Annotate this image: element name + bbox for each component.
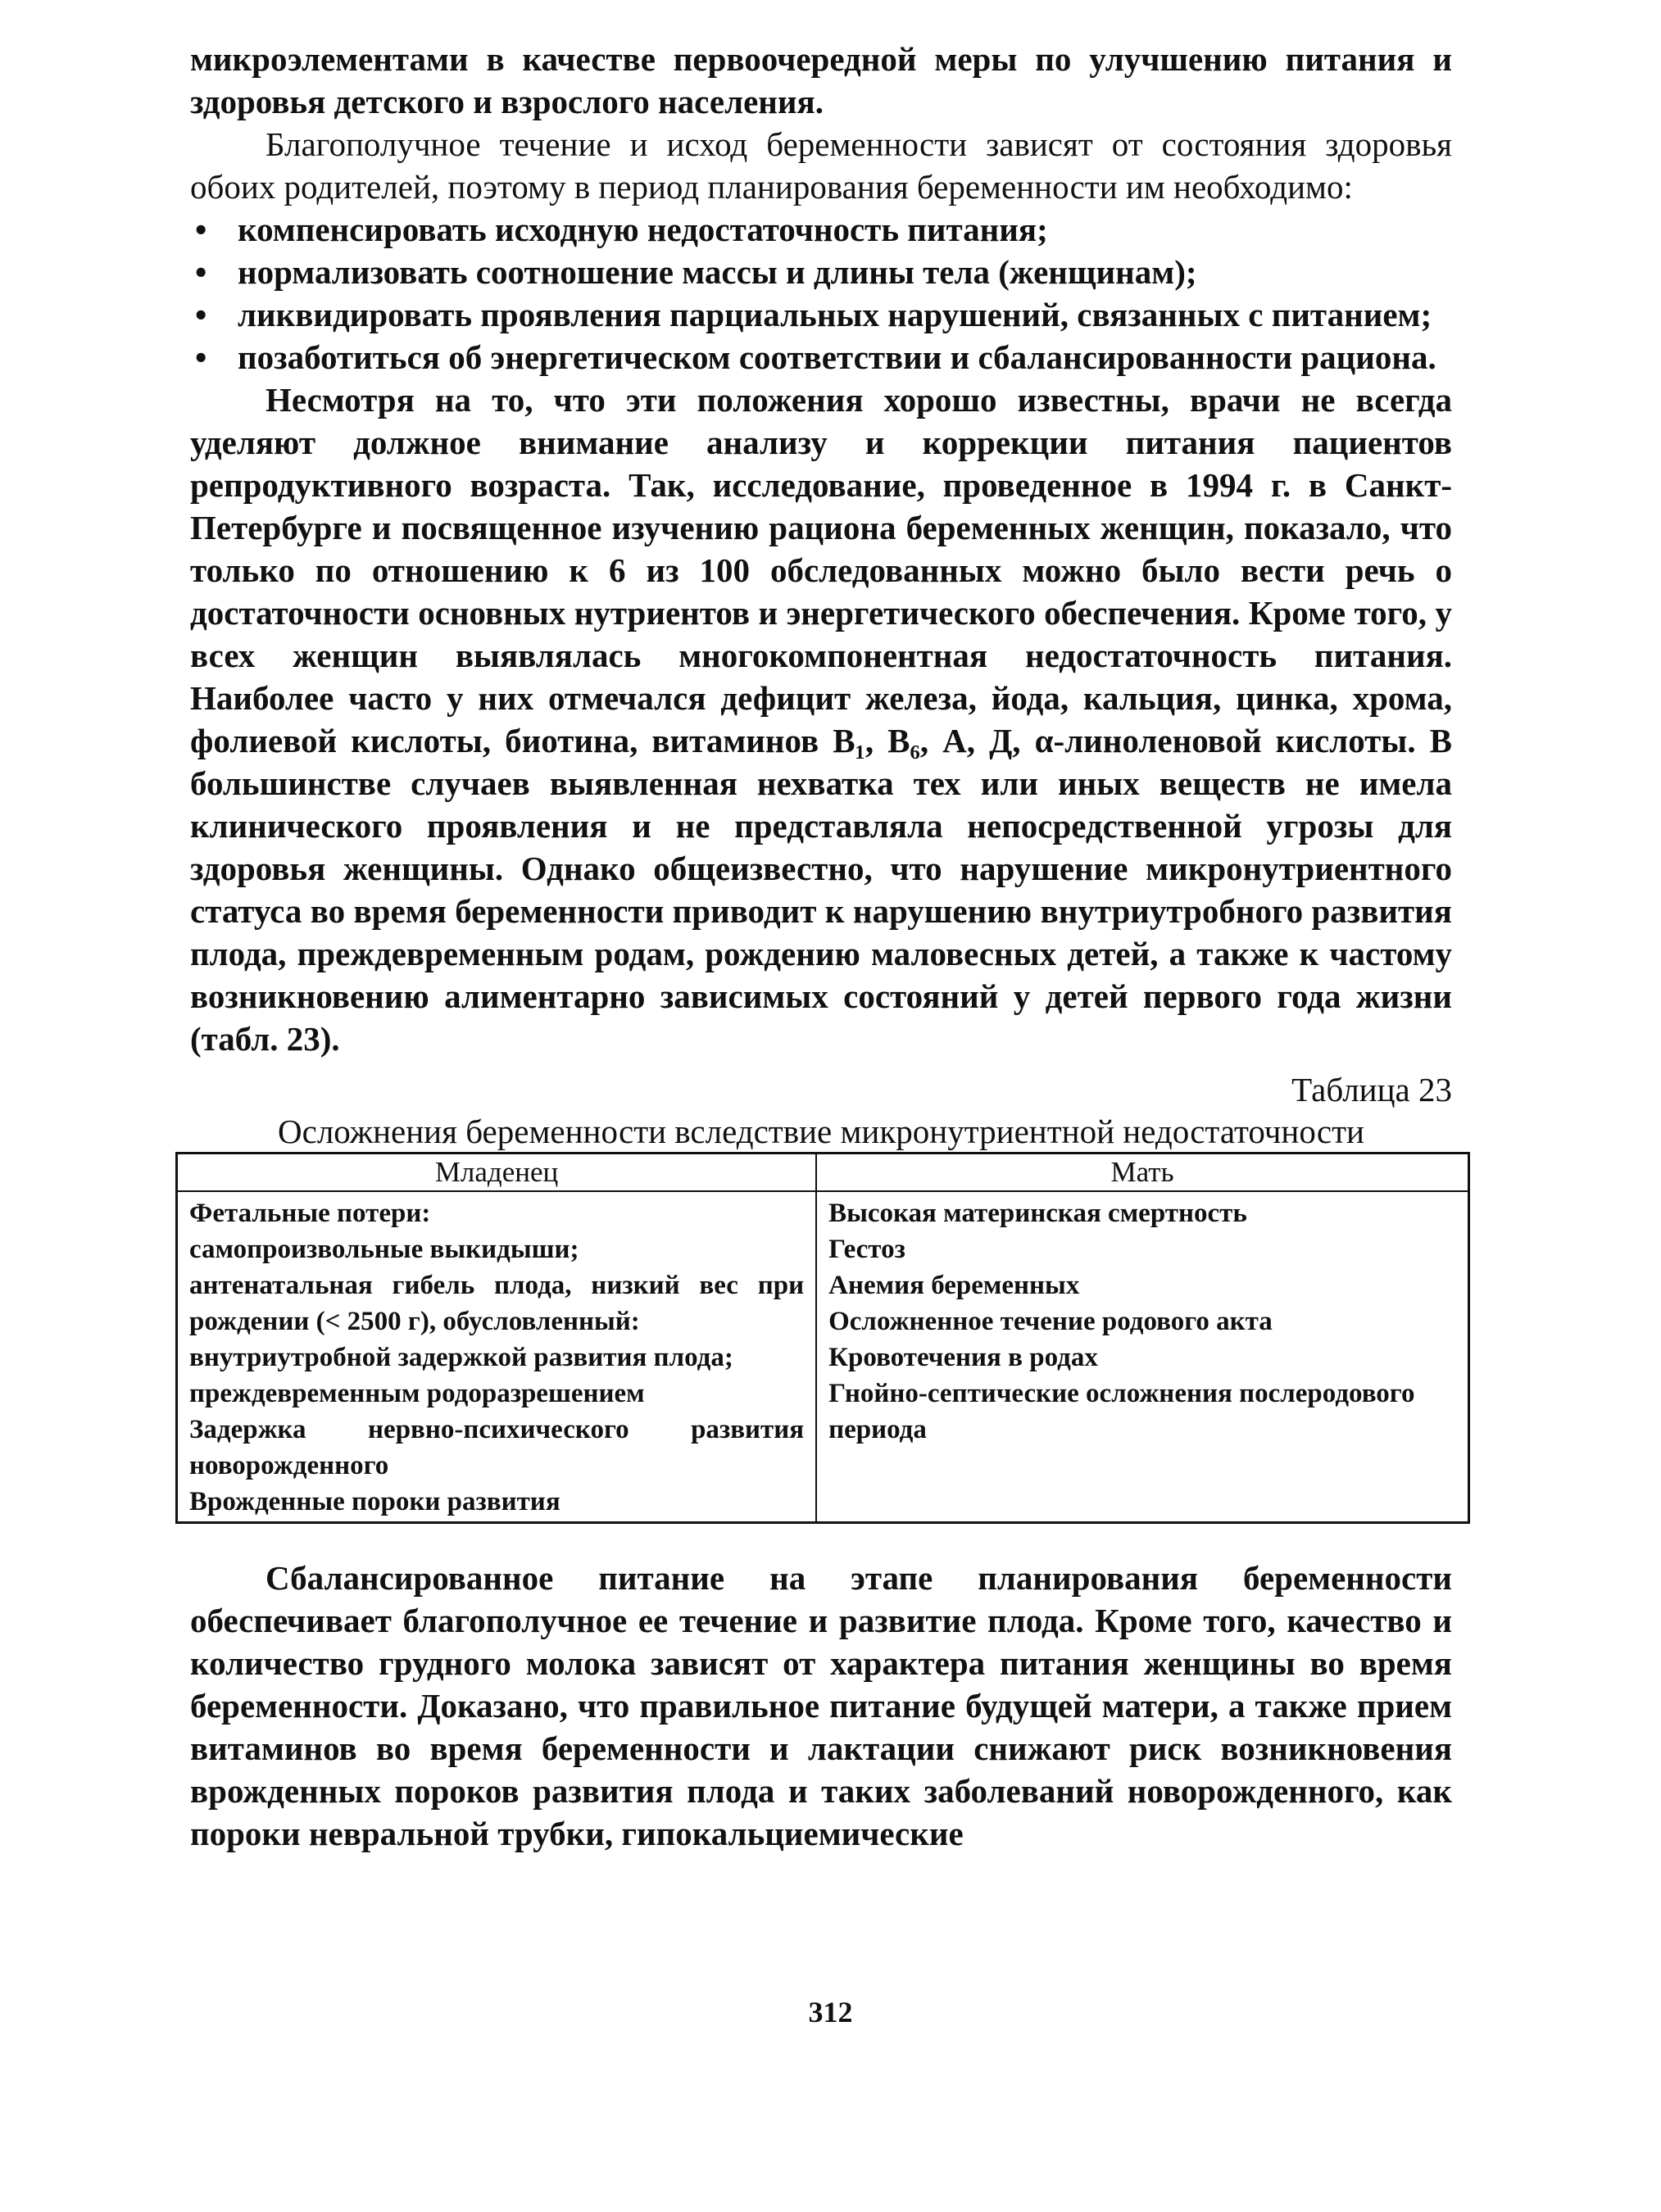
table-cell-line: антенатальная гибель плода, низкий вес при рождении (< 2500 г), обусловленный: xyxy=(189,1271,805,1336)
paragraph-4: Сбалансированное питание на этапе планирования беременности обеспечивает благополучное ее течение и развитие плода. Кроме того, качество и количество грудного молока зависят от характера питания женщины во время беременности. Доказано, что правильное питание будущей матери, а также прием витаминов во время беременности и лактации снижают риск возникновения врожденных пороков развития плода и таких заболеваний новорожденного, как пороки невральной трубки, гипокальциемические xyxy=(190,1559,1452,1852)
column-header-mother: Мать xyxy=(816,1154,1468,1192)
mother-complications-cell xyxy=(816,1191,1468,1523)
table-cell-line: самопроизвольные выкидыши; xyxy=(189,1235,579,1264)
table-cell-line: преждевременным родоразрешением xyxy=(189,1379,645,1408)
requirements-list xyxy=(190,208,1452,378)
table-cell-line: Гестоз xyxy=(828,1235,905,1264)
bullet-icon: • xyxy=(195,253,207,291)
table-cell-line: Анемия беременных xyxy=(828,1271,1080,1300)
list-item: • позаботиться об энергетическом соответствии и сбалансированности рациона. xyxy=(190,336,1452,378)
bullet-icon: • xyxy=(195,296,207,333)
table-cell-line: внутриутробной задержкой развития плода; xyxy=(189,1343,733,1372)
table-cell-line: Осложненное течение родового акта xyxy=(828,1307,1273,1336)
column-header-infant: Младенец xyxy=(177,1154,817,1192)
paragraph-2: Благополучное течение и исход беременности зависят от состояния здоровья обоих родителей, поэтому в период планирования беременности им необходимо: xyxy=(190,125,1452,206)
infant-complications-cell xyxy=(177,1191,817,1523)
table-row xyxy=(177,1191,1469,1523)
table-cell-line: Задержка нервно-психического развития новорожденного xyxy=(189,1415,805,1480)
complications-table xyxy=(175,1152,1470,1524)
table-number: Таблица 23 xyxy=(1291,1071,1452,1108)
list-item: • нормализовать соотношение массы и длины тела (женщинам); xyxy=(190,251,1452,293)
paragraph-1-line-2: здоровья детского и взрослого населения. xyxy=(190,83,824,120)
bullet-icon: • xyxy=(195,338,207,376)
list-item: • компенсировать исходную недостаточность питания; xyxy=(190,208,1452,251)
paragraph-1-line-1: микроэлементами в качестве первоочередной меры по улучшению питания и xyxy=(190,40,1452,78)
bullet-icon: • xyxy=(195,211,207,248)
table-title: Осложнения беременности вследствие микронутриентной недостаточности xyxy=(278,1113,1364,1150)
list-item: • ликвидировать проявления парциальных нарушений, связанных с питанием; xyxy=(190,293,1452,336)
table-cell-line: Врожденные пороки развития xyxy=(189,1487,560,1516)
table-cell-line: Высокая материнская смертность xyxy=(828,1199,1247,1228)
table-cell-line: Гнойно-септические осложнения послеродового периода xyxy=(828,1379,1415,1444)
paragraph-3: Несмотря на то, что эти положения хорошо известны, врачи не всегда уделяют должное внимание анализу и коррекции питания пациентов репродуктивного возраста. Так, исследование, проведенное в 1994 г. в Санкт-Петербурге и посвященное изучению рациона беременных женщин, показало, что только по отношению к 6 из 100 обследованных можно было вести речь о достаточности основных нутриентов и энергетического обеспечения. Кроме того, у всех женщин выявлялась многокомпонентная недостаточность питания. Наиболее часто у них отмечался дефицит железа, йода, кальция, цинка, хрома, фолиевой кислоты, биотина, витаминов B₁, B₆, А, Д, α-линоленовой кислоты. В большинстве случаев выявленная нехватка тех или иных веществ не имела клинического проявления и не представляла непосредственной угрозы для здоровья женщины. Однако общеизвестно, что нарушение микронутриентного статуса во время беременности приводит к нарушению внутриутробного развития плода, преждевременным родам, рождению маловесных детей, а также к частому возникновению алиментарно зависимых состояний у детей первого года жизни (табл. 23). xyxy=(190,381,1452,1058)
page-number: 312 xyxy=(808,1996,853,2028)
table-cell-line: Кровотечения в родах xyxy=(828,1343,1098,1372)
table-cell-line: Фетальные потери: xyxy=(189,1199,431,1228)
document-page xyxy=(190,38,1452,1855)
